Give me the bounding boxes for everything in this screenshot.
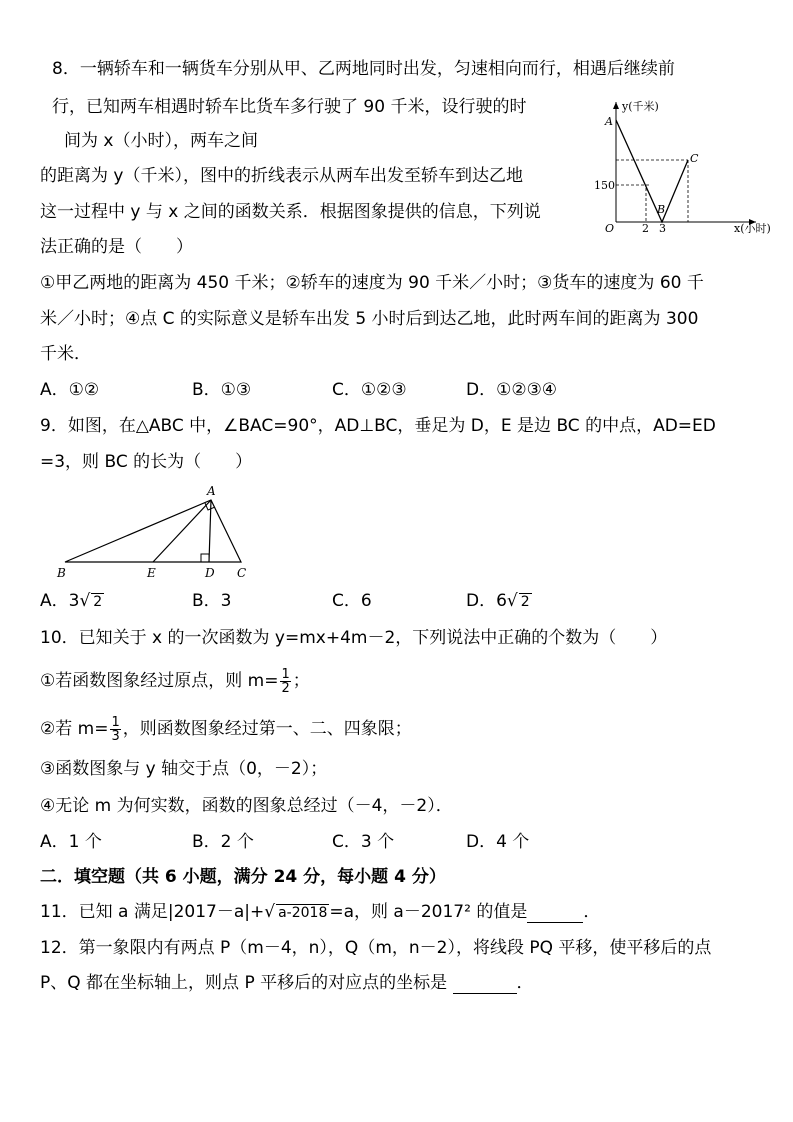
q12-text: P、Q 都在坐标轴上，则点 P 平移后的对应点的坐标是 xyxy=(40,973,453,993)
q9-option-d-radicand: 2 xyxy=(520,594,530,610)
origin-label: O xyxy=(605,222,615,235)
q10-statement-4: ④无论 m 为何实数，函数的图象总经过（－4，－2）． xyxy=(40,796,453,816)
q8-line-5: 这一过程中 y 与 x 之间的函数关系．根据图象提供的信息，下列说 xyxy=(40,202,541,222)
fraction-one-third xyxy=(110,716,120,743)
q10-line-1: 10．已知关于 x 的一次函数为 y=mx+4m－2，下列说法中正确的个数为（ ） xyxy=(40,628,668,648)
q8-option-a: A．①② xyxy=(40,380,100,400)
q8-line-1: 8．一辆轿车和一辆货车分别从甲、乙两地同时出发，匀速相向而行，相遇后继续前 xyxy=(52,59,675,79)
q9-option-c: C．6 xyxy=(332,591,372,611)
triangle-abc xyxy=(65,500,241,562)
q10-option-b: B．2 个 xyxy=(192,832,254,852)
point-d-label: D xyxy=(205,566,215,580)
q8-function-graph xyxy=(594,98,771,238)
q10-option-a: A．1 个 xyxy=(40,832,102,852)
segment-ae xyxy=(153,500,211,562)
section-2-title: 二．填空题（共 6 小题，满分 24 分，每小题 4 分） xyxy=(40,867,446,887)
frac-numerator: 1 xyxy=(281,666,290,682)
q9-option-b: B．3 xyxy=(192,591,232,611)
q8-line-6: 法正确的是（ ） xyxy=(40,237,193,257)
q8-option-c: C．①②③ xyxy=(332,380,407,400)
q12-answer-blank[interactable] xyxy=(453,977,517,994)
q10-s2-end: ，则函数图象经过第一、二、四象限； xyxy=(122,719,412,739)
frac-numerator: 1 xyxy=(111,714,120,730)
x-tick-2: 2 xyxy=(642,222,649,235)
q9-option-d xyxy=(466,590,532,612)
q8-line-8: 米／小时；④点 C 的实际意义是轿车出发 5 小时后到达乙地，此时两车间的距离为 300 xyxy=(40,309,699,329)
q9-option-a-text: A．3 xyxy=(40,591,80,611)
q9-option-a xyxy=(40,590,104,612)
sqrt-icon: √ xyxy=(264,902,276,922)
q11-text: 11．已知 a 满足|2017－a|+ xyxy=(40,902,265,922)
q8-line-7: ①甲乙两地的距离为 450 千米；②轿车的速度为 90 千米／小时；③货车的速度为 60 千 xyxy=(40,273,704,293)
q10-s2-text: ②若 m= xyxy=(40,719,109,739)
q12-end: ． xyxy=(516,973,534,993)
q12-line-2 xyxy=(40,972,534,994)
fraction-one-half xyxy=(280,668,290,695)
point-a-label: A xyxy=(605,115,613,128)
x-tick-3: 3 xyxy=(659,222,666,235)
q9-line-1: 9．如图，在△ABC 中，∠BAC=90°，AD⊥BC，垂足为 D，E 是边 BC 的中点，AD=ED xyxy=(40,416,716,436)
q8-line-2: 行，已知两车相遇时轿车比货车多行驶了 90 千米，设行驶的时 xyxy=(52,97,527,117)
point-b-label: B xyxy=(657,203,666,216)
point-c-label: C xyxy=(690,152,699,165)
x-axis-label: x(小时) xyxy=(734,222,771,235)
y-axis-label: y(千米) xyxy=(622,100,659,113)
frac-denominator: 2 xyxy=(281,680,290,696)
frac-denominator: 3 xyxy=(111,728,120,744)
q10-statement-2 xyxy=(40,712,412,746)
q10-statement-1 xyxy=(40,664,310,698)
vertex-b-label: B xyxy=(57,566,66,580)
q9-triangle-figure xyxy=(55,482,255,582)
q11-end: ． xyxy=(583,902,601,922)
distance-polyline xyxy=(616,120,688,222)
vertex-c-label: C xyxy=(237,566,247,580)
q8-line-4: 的距离为 y（千米），图中的折线表示从两车出发至轿车到达乙地 xyxy=(40,166,523,186)
vertex-a-label: A xyxy=(207,484,216,498)
q10-option-d: D．4 个 xyxy=(466,832,530,852)
q11-answer-blank[interactable] xyxy=(527,906,583,923)
q9-option-d-text: D．6 xyxy=(466,591,507,611)
y-axis-arrow-icon xyxy=(613,102,619,109)
q10-s1-end: ； xyxy=(292,671,310,691)
y-tick-150: 150 xyxy=(594,179,615,192)
q10-option-c: C．3 个 xyxy=(332,832,395,852)
point-e-label: E xyxy=(147,566,156,580)
q9-line-2: =3，则 BC 的长为（ ） xyxy=(40,452,253,472)
q11-radicand: a-2018 xyxy=(278,905,328,921)
right-angle-mark-d xyxy=(201,554,209,562)
q8-line-9: 千米． xyxy=(40,344,91,364)
q8-option-d: D．①②③④ xyxy=(466,380,558,400)
q8-line-3: 间为 x（小时），两车之间 xyxy=(64,131,258,151)
q8-option-b: B．①③ xyxy=(192,380,252,400)
q9-option-a-radicand: 2 xyxy=(93,594,103,610)
sqrt-icon: √ xyxy=(506,591,518,611)
q10-s1-text: ①若函数图象经过原点，则 m= xyxy=(40,671,279,691)
q12-line-1: 12．第一象限内有两点 P（m－4，n），Q（m，n－2），将线段 PQ 平移，使平移后的点 xyxy=(40,938,712,958)
q11-text-2: =a，则 a－2017² 的值是 xyxy=(329,902,528,922)
q10-statement-3: ③函数图象与 y 轴交于点（0，－2）； xyxy=(40,759,328,779)
sqrt-icon: √ xyxy=(79,591,91,611)
q11-line xyxy=(40,901,600,923)
